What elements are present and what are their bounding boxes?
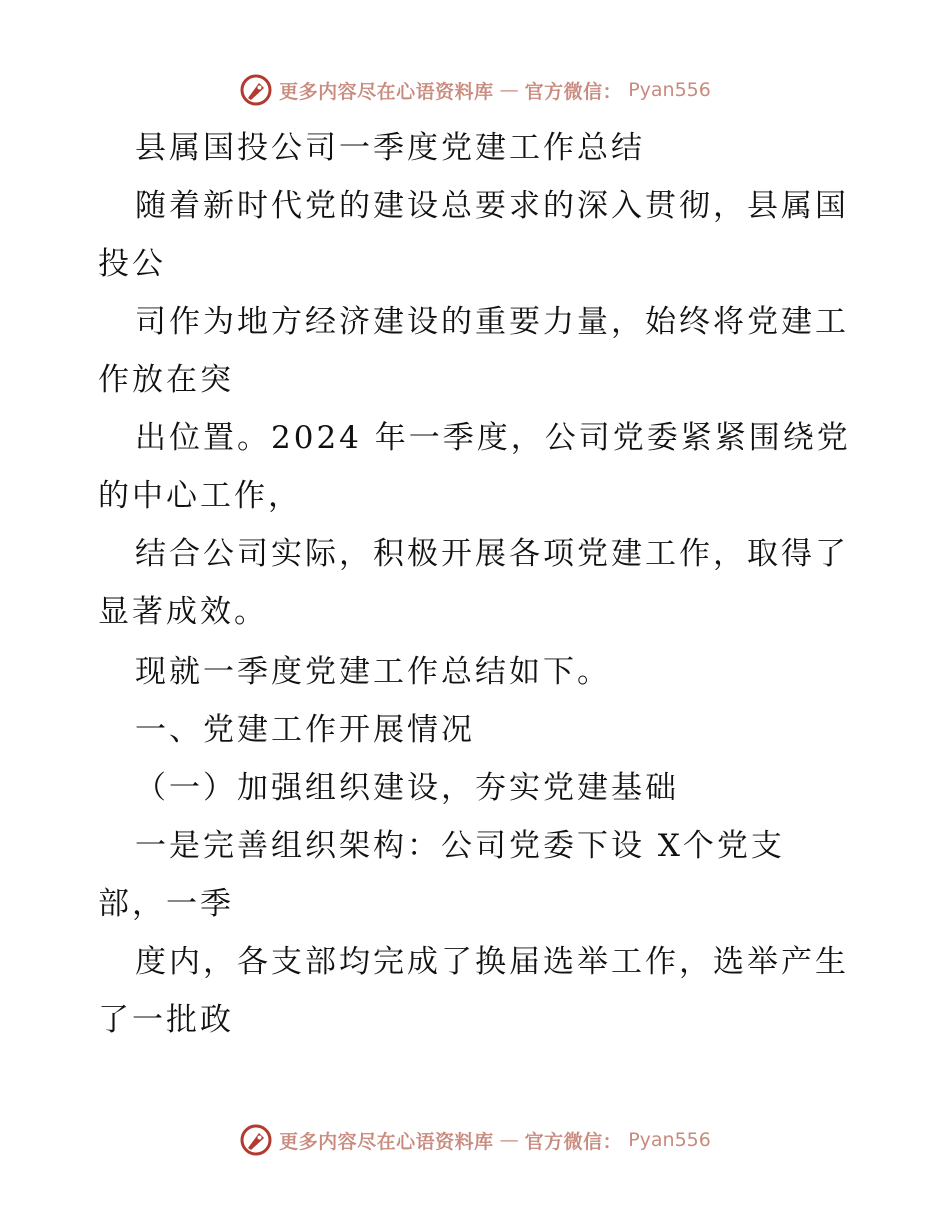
text-line: 了一批政 [98,1002,234,1038]
text-line: 司作为地方经济建设的重要力量，始终将党建工 [135,304,849,340]
watermark-channel: 官方微信： [524,1130,623,1153]
subsection-heading: （一）加强组织建设，夯实党建基础 [135,770,679,806]
watermark-dash: — [499,1129,519,1151]
watermark-channel: 官方微信： [524,80,623,103]
text-line: 显著成效。 [98,594,268,630]
footer-watermark [0,1120,950,1160]
pen-nib-logo-icon [239,1123,273,1157]
text-line: 结合公司实际，积极开展各项党建工作，取得了 [135,536,849,572]
watermark-text: 更多内容尽在心语资料库 [279,1130,494,1153]
text-line: 一是完善组织架构：公司党委下设 X个党支 [135,828,785,864]
text-line: 投公 [98,246,166,282]
section-heading: 一、党建工作开展情况 [135,712,475,748]
text-line: 的中心工作， [98,478,302,514]
text-line: 出位置。2024 年一季度，公司党委紧紧围绕党 [135,420,851,456]
document-title: 县属国投公司一季度党建工作总结 [135,130,645,166]
text-line: 现就一季度党建工作总结如下。 [135,654,611,690]
text-line: 作放在突 [98,362,234,398]
pen-nib-logo-icon [239,73,273,107]
text-line: 部，一季 [98,886,234,922]
text-line: 随着新时代党的建设总要求的深入贯彻，县属国 [135,188,849,224]
header-watermark [0,70,950,110]
text-line: 度内，各支部均完成了换届选举工作，选举产生 [135,944,849,980]
watermark-account: Pyan556 [628,79,711,101]
watermark-account: Pyan556 [628,1129,711,1151]
watermark-dash: — [499,79,519,101]
watermark-text: 更多内容尽在心语资料库 [279,80,494,103]
